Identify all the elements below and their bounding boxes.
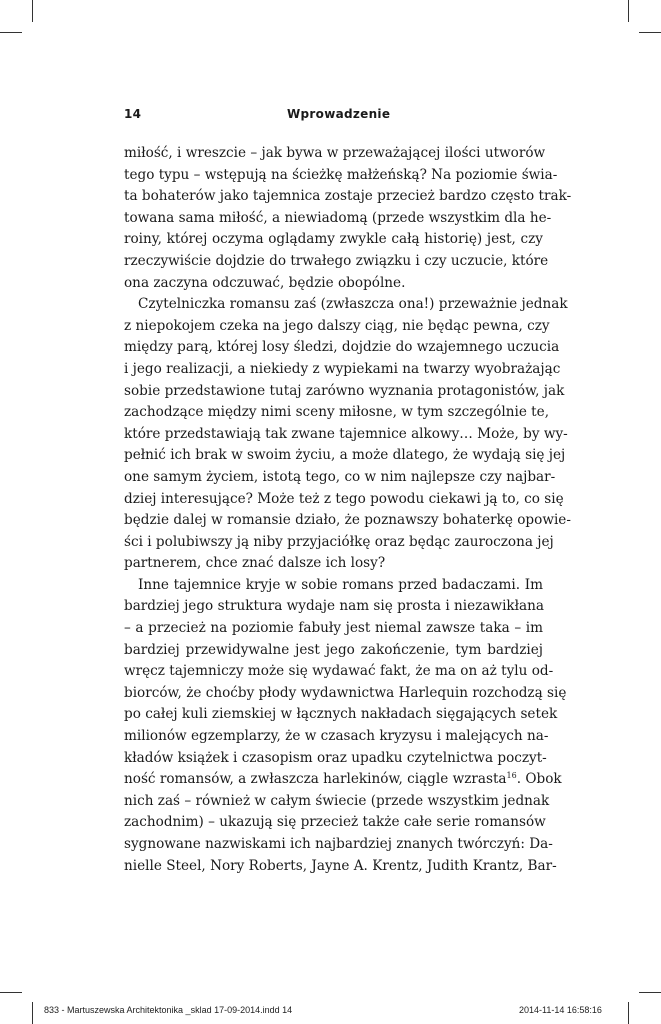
text-line: – a przecież na poziomie fabuły jest niemal zawsze taka – im [124,620,543,637]
text-line: ona zaczyna odczuwać, będzie obopólne. [124,274,406,291]
text-line: wręcz tajemniczy może się wydawać fakt, że ma on aż tylu od- [124,663,554,680]
text-line: roiny, której oczyma oglądamy zwykle całą historię) jest, czy [124,231,543,248]
footer-timestamp: 2014-11-14 16:58:16 [519,1005,602,1015]
text-line: milionów egzemplarzy, że w czasach kryzysu i malejących na- [124,728,549,745]
crop-mark-bottom-right-v [628,1002,629,1024]
crop-mark-top-left-v [32,0,33,22]
crop-mark-top-right-v [628,0,629,22]
footnote-ref-16[interactable]: 16 [506,771,517,781]
text-line: tego typu – wstępują na ścieżkę małżeńską? Na poziomie świa- [124,166,558,183]
text-line: i jego realizacji, a niekiedy z wypiekami na twarzy wyobrażając [124,360,561,377]
page-number: 14 [124,107,142,121]
text-line: zachodnim) – ukazują się przecież także całe serie romansów [124,814,546,831]
crop-mark-top-right-h [639,32,661,33]
text-line: dziej interesujące? Może też z tego powodu ciekawi ją to, co się [124,490,564,507]
text-line-part: ność romansów, a zwłaszcza harlekinów, ciągle wzrasta [124,771,507,788]
text-line: bardziej przewidywalne jest jego zakończenie, tym bardziej [124,641,543,658]
paragraph-start-line: Inne tajemnice kryje w sobie romans przed badaczami. Im [138,576,543,593]
crop-mark-bottom-right-h [639,992,661,993]
text-line-with-footnote [124,769,562,791]
text-line: sobie przedstawione tutaj zarówno wyznania protagonistów, jak [124,382,565,399]
text-line: bardziej jego struktura wydaje nam się prosta i niezawikłana [124,598,545,615]
text-line: z niepokojem czeka na jego dalszy ciąg, nie będąc pewna, czy [124,317,550,334]
text-line: biorców, że choćby płody wydawnictwa Harlequin rozchodzą się [124,684,567,701]
text-line: one samym życiem, istotą tego, co w nim najlepsze czy najbar- [124,468,556,485]
text-line: zachodzące między nimi sceny miłosne, w tym szczególnie te, [124,404,550,421]
text-line: partnerem, chce znać dalsze ich losy? [124,555,386,572]
running-header-title: Wprowadzenie [287,107,391,121]
crop-mark-top-left-h [0,32,22,33]
body-text [124,143,572,877]
text-line: rzeczywiście dojdzie do trwałego związku i czy uczucie, które [124,252,549,269]
text-line: miłość, i wreszcie – jak bywa w przeważającej ilości utworów [124,145,546,161]
text-line: pełnić ich brak w swoim życiu, a może dlatego, że wydają się jej [124,447,566,464]
text-line: nielle Steel, Nory Roberts, Jayne A. Krentz, Judith Krantz, Bar- [124,857,557,874]
text-line: które przedstawiają tak zwane tajemnice alkowy… Może, by wy- [124,425,568,442]
text-line-part: . Obok [516,771,562,788]
text-line: ta bohaterów jako tajemnica zostaje przecież bardzo często trak- [124,188,572,205]
text-line: sygnowane nazwiskami ich najbardziej znanych twórczyń: Da- [124,836,553,852]
text-line: nich zaś – również w całym świecie (przede wszystkim jednak [124,792,550,809]
crop-mark-bottom-left-v [32,1002,33,1024]
text-line: ści i polubiwszy ją niby przyjaciółkę oraz będąc zauroczona jej [124,533,554,550]
text-line: będzie dalej w romansie działo, że poznawszy bohaterkę opowie- [124,512,571,529]
footer-file-info: 833 - Martuszewska Architektonika _sklad 17-09-2014.indd 14 [44,1005,293,1015]
crop-mark-bottom-left-h [0,992,22,993]
text-line: między parą, której losy śledzi, dojdzie do wzajemnego uczucia [124,339,560,356]
text-line: kładów książek i czasopism oraz upadku czytelnictwa poczyt- [124,749,547,766]
text-line: towana sama miłość, a niewiadomą (przede wszystkim dla he- [124,209,552,226]
text-line: po całej kuli ziemskiej w łącznych nakładach sięgających setek [124,706,558,723]
paragraph-start-line: Czytelniczka romansu zaś (zwłaszcza ona!) przeważnie jednak [138,296,568,313]
